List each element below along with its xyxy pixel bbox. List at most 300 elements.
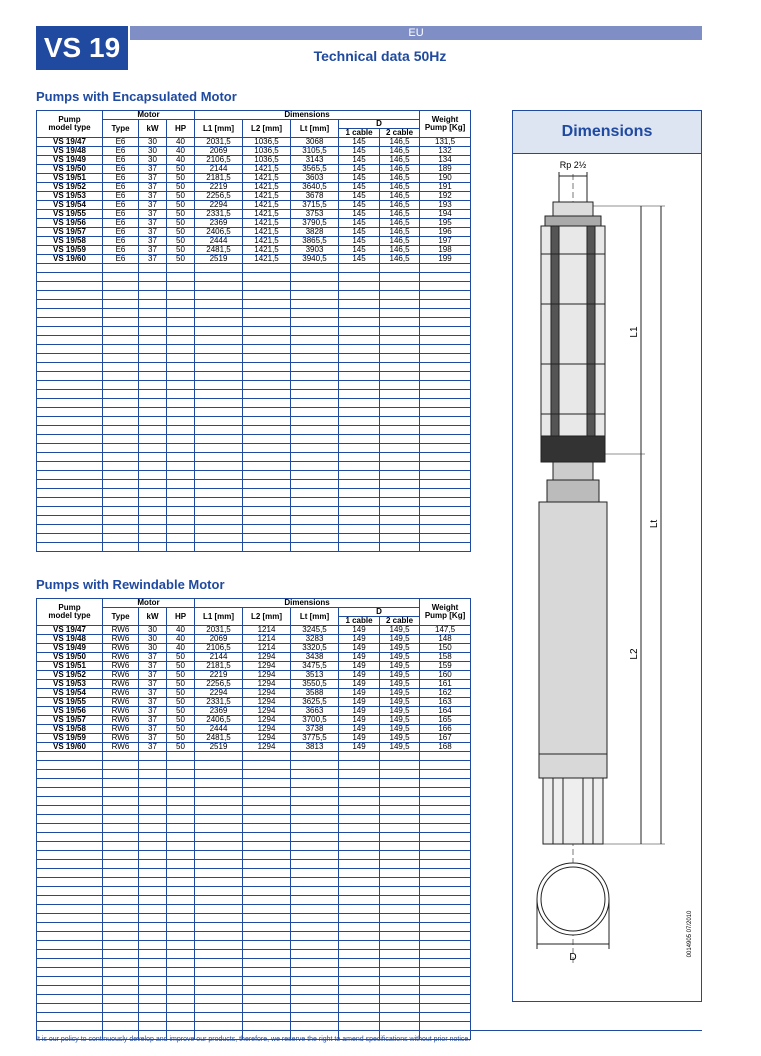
empty-cell	[380, 273, 420, 282]
value-cell: 167	[420, 734, 471, 743]
empty-cell	[380, 833, 420, 842]
value-cell: 149,5	[380, 653, 420, 662]
empty-cell	[167, 761, 195, 770]
value-cell: 37	[139, 192, 167, 201]
value-cell: 145	[339, 201, 380, 210]
empty-cell	[103, 291, 139, 300]
empty-cell	[103, 498, 139, 507]
empty-cell	[139, 923, 167, 932]
table-row	[37, 671, 471, 680]
value-cell: 149,5	[380, 743, 420, 752]
value-cell: 3828	[291, 228, 339, 237]
empty-cell	[103, 923, 139, 932]
value-cell: RW6	[103, 662, 139, 671]
empty-cell	[291, 977, 339, 986]
empty-cell	[380, 300, 420, 309]
empty-cell	[167, 300, 195, 309]
empty-cell	[195, 1013, 243, 1022]
empty-cell	[291, 309, 339, 318]
empty-cell	[103, 444, 139, 453]
model-cell: VS 19/56	[37, 707, 103, 716]
empty-cell	[37, 345, 103, 354]
empty-cell	[103, 878, 139, 887]
empty-cell	[243, 1013, 291, 1022]
model-cell: VS 19/47	[37, 626, 103, 635]
empty-cell	[103, 417, 139, 426]
empty-cell	[195, 842, 243, 851]
value-cell: 3903	[291, 246, 339, 255]
value-cell: 37	[139, 183, 167, 192]
empty-cell	[195, 815, 243, 824]
empty-cell	[103, 489, 139, 498]
empty-cell	[167, 860, 195, 869]
empty-cell	[167, 1004, 195, 1013]
empty-cell	[420, 806, 471, 815]
value-cell: E6	[103, 228, 139, 237]
empty-cell	[37, 986, 103, 995]
empty-cell	[339, 869, 380, 878]
empty-cell	[37, 932, 103, 941]
value-cell: 1421,5	[243, 183, 291, 192]
empty-cell	[380, 408, 420, 417]
empty-cell	[291, 761, 339, 770]
empty-cell	[167, 914, 195, 923]
empty-cell	[195, 282, 243, 291]
empty-cell	[195, 273, 243, 282]
value-cell: 2406,5	[195, 716, 243, 725]
empty-cell	[380, 372, 420, 381]
value-cell: 149,5	[380, 725, 420, 734]
empty-cell	[139, 525, 167, 534]
table-row	[37, 201, 471, 210]
empty-cell	[291, 516, 339, 525]
empty-cell	[167, 480, 195, 489]
empty-cell	[291, 471, 339, 480]
empty-cell	[195, 309, 243, 318]
value-cell: 145	[339, 147, 380, 156]
value-cell: 160	[420, 671, 471, 680]
empty-cell	[167, 534, 195, 543]
value-cell: RW6	[103, 725, 139, 734]
value-cell: 168	[420, 743, 471, 752]
empty-cell	[243, 815, 291, 824]
empty-cell	[291, 878, 339, 887]
value-cell: E6	[103, 237, 139, 246]
empty-cell	[243, 399, 291, 408]
empty-cell	[103, 932, 139, 941]
empty-cell	[139, 959, 167, 968]
value-cell: 2369	[195, 707, 243, 716]
empty-cell	[103, 372, 139, 381]
empty-cell	[291, 390, 339, 399]
empty-row	[37, 480, 471, 489]
empty-cell	[420, 986, 471, 995]
empty-cell	[291, 914, 339, 923]
motor-header: Motor	[103, 599, 195, 608]
type-header: Type	[103, 120, 139, 138]
empty-row	[37, 950, 471, 959]
empty-cell	[380, 923, 420, 932]
value-cell: 145	[339, 228, 380, 237]
empty-cell	[139, 381, 167, 390]
value-cell: 149	[339, 716, 380, 725]
empty-cell	[167, 381, 195, 390]
empty-cell	[243, 372, 291, 381]
empty-row	[37, 453, 471, 462]
value-cell: 3738	[291, 725, 339, 734]
empty-row	[37, 941, 471, 950]
empty-cell	[139, 399, 167, 408]
empty-cell	[380, 264, 420, 273]
encapsulated-section-title: Pumps with Encapsulated Motor	[36, 89, 237, 104]
value-cell: 37	[139, 255, 167, 264]
table-row	[37, 626, 471, 635]
empty-cell	[291, 986, 339, 995]
empty-cell	[380, 381, 420, 390]
empty-cell	[167, 824, 195, 833]
empty-cell	[195, 941, 243, 950]
value-cell: 30	[139, 156, 167, 165]
value-cell: 191	[420, 183, 471, 192]
pump-model-header: Pump model type	[37, 111, 103, 138]
value-cell: 30	[139, 644, 167, 653]
value-cell: 1294	[243, 662, 291, 671]
empty-cell	[139, 507, 167, 516]
value-cell: 149	[339, 707, 380, 716]
empty-cell	[420, 372, 471, 381]
empty-cell	[139, 543, 167, 552]
empty-cell	[37, 525, 103, 534]
value-cell: 145	[339, 192, 380, 201]
empty-cell	[420, 1013, 471, 1022]
empty-cell	[195, 824, 243, 833]
empty-cell	[139, 842, 167, 851]
empty-cell	[195, 417, 243, 426]
empty-cell	[37, 291, 103, 300]
empty-cell	[243, 444, 291, 453]
empty-cell	[139, 282, 167, 291]
model-cell: VS 19/52	[37, 671, 103, 680]
value-cell: 40	[167, 635, 195, 644]
empty-cell	[380, 534, 420, 543]
empty-cell	[195, 797, 243, 806]
empty-cell	[37, 435, 103, 444]
empty-cell	[380, 968, 420, 977]
empty-cell	[243, 887, 291, 896]
empty-cell	[139, 435, 167, 444]
empty-cell	[339, 282, 380, 291]
value-cell: 30	[139, 635, 167, 644]
empty-cell	[167, 435, 195, 444]
value-cell: E6	[103, 174, 139, 183]
empty-cell	[167, 1013, 195, 1022]
table-row	[37, 237, 471, 246]
value-cell: 3663	[291, 707, 339, 716]
empty-row	[37, 273, 471, 282]
empty-row	[37, 842, 471, 851]
value-cell: 37	[139, 698, 167, 707]
empty-row	[37, 327, 471, 336]
value-cell: 3245,5	[291, 626, 339, 635]
value-cell: RW6	[103, 689, 139, 698]
empty-cell	[37, 489, 103, 498]
value-cell: 131,5	[420, 138, 471, 147]
empty-cell	[420, 923, 471, 932]
empty-cell	[37, 426, 103, 435]
value-cell: 2481,5	[195, 246, 243, 255]
empty-cell	[167, 851, 195, 860]
empty-cell	[420, 507, 471, 516]
empty-row	[37, 851, 471, 860]
empty-cell	[339, 905, 380, 914]
empty-cell	[380, 516, 420, 525]
empty-cell	[420, 516, 471, 525]
value-cell: 149,5	[380, 707, 420, 716]
model-logo: VS 19	[36, 26, 128, 70]
empty-cell	[291, 453, 339, 462]
empty-cell	[243, 462, 291, 471]
empty-cell	[139, 815, 167, 824]
empty-cell	[291, 462, 339, 471]
empty-cell	[195, 950, 243, 959]
empty-cell	[195, 932, 243, 941]
empty-cell	[420, 905, 471, 914]
empty-row	[37, 390, 471, 399]
empty-cell	[291, 995, 339, 1004]
empty-cell	[139, 905, 167, 914]
empty-cell	[243, 923, 291, 932]
empty-cell	[339, 806, 380, 815]
value-cell: 2181,5	[195, 174, 243, 183]
empty-cell	[339, 932, 380, 941]
model-cell: VS 19/49	[37, 644, 103, 653]
empty-cell	[339, 309, 380, 318]
table-row	[37, 653, 471, 662]
value-cell: 192	[420, 192, 471, 201]
encapsulated-table	[36, 110, 471, 552]
empty-cell	[103, 914, 139, 923]
value-cell: 1294	[243, 725, 291, 734]
empty-cell	[37, 273, 103, 282]
empty-cell	[195, 543, 243, 552]
table-row	[37, 662, 471, 671]
value-cell: RW6	[103, 680, 139, 689]
empty-cell	[420, 399, 471, 408]
empty-cell	[167, 878, 195, 887]
empty-cell	[103, 435, 139, 444]
empty-row	[37, 761, 471, 770]
value-cell: 1294	[243, 680, 291, 689]
weight-header: Weight Pump [Kg]	[420, 111, 471, 138]
empty-cell	[195, 300, 243, 309]
empty-cell	[37, 390, 103, 399]
model-cell: VS 19/57	[37, 716, 103, 725]
empty-cell	[139, 453, 167, 462]
empty-cell	[420, 959, 471, 968]
value-cell: 37	[139, 734, 167, 743]
empty-cell	[339, 941, 380, 950]
empty-cell	[103, 788, 139, 797]
empty-row	[37, 806, 471, 815]
empty-cell	[167, 887, 195, 896]
empty-cell	[380, 887, 420, 896]
table-row	[37, 680, 471, 689]
empty-cell	[420, 525, 471, 534]
model-cell: VS 19/58	[37, 237, 103, 246]
empty-cell	[139, 309, 167, 318]
empty-cell	[380, 435, 420, 444]
value-cell: 165	[420, 716, 471, 725]
empty-cell	[420, 273, 471, 282]
table-row	[37, 219, 471, 228]
value-cell: RW6	[103, 635, 139, 644]
value-cell: 159	[420, 662, 471, 671]
value-cell: 163	[420, 698, 471, 707]
empty-cell	[420, 896, 471, 905]
empty-cell	[291, 417, 339, 426]
empty-cell	[139, 462, 167, 471]
empty-cell	[167, 770, 195, 779]
empty-cell	[420, 752, 471, 761]
empty-cell	[167, 977, 195, 986]
value-cell: 1421,5	[243, 246, 291, 255]
empty-cell	[420, 950, 471, 959]
empty-cell	[243, 381, 291, 390]
table-row	[37, 174, 471, 183]
value-cell: 37	[139, 174, 167, 183]
value-cell: 149,5	[380, 644, 420, 653]
empty-cell	[195, 327, 243, 336]
cable2-header: 2 cable	[380, 617, 420, 626]
model-cell: VS 19/54	[37, 689, 103, 698]
empty-cell	[37, 878, 103, 887]
empty-cell	[291, 806, 339, 815]
model-cell: VS 19/57	[37, 228, 103, 237]
value-cell: 2331,5	[195, 210, 243, 219]
empty-cell	[420, 761, 471, 770]
empty-cell	[291, 815, 339, 824]
empty-cell	[167, 462, 195, 471]
empty-cell	[243, 779, 291, 788]
value-cell: 3320,5	[291, 644, 339, 653]
empty-cell	[167, 444, 195, 453]
empty-cell	[420, 543, 471, 552]
empty-cell	[103, 1013, 139, 1022]
empty-cell	[339, 968, 380, 977]
empty-cell	[420, 995, 471, 1004]
footer-divider	[36, 1030, 702, 1031]
empty-cell	[243, 273, 291, 282]
empty-cell	[139, 968, 167, 977]
value-cell: 2106,5	[195, 156, 243, 165]
empty-cell	[243, 833, 291, 842]
value-cell: 3068	[291, 138, 339, 147]
empty-cell	[420, 345, 471, 354]
empty-cell	[139, 833, 167, 842]
empty-cell	[339, 914, 380, 923]
empty-cell	[37, 480, 103, 489]
empty-cell	[139, 1004, 167, 1013]
empty-row	[37, 372, 471, 381]
empty-cell	[420, 462, 471, 471]
empty-cell	[37, 381, 103, 390]
empty-cell	[103, 842, 139, 851]
empty-row	[37, 435, 471, 444]
empty-cell	[339, 797, 380, 806]
empty-cell	[37, 851, 103, 860]
empty-cell	[37, 327, 103, 336]
value-cell: 149	[339, 662, 380, 671]
empty-cell	[195, 471, 243, 480]
empty-cell	[139, 779, 167, 788]
empty-cell	[195, 869, 243, 878]
model-cell: VS 19/49	[37, 156, 103, 165]
empty-row	[37, 797, 471, 806]
cable1-header: 1 cable	[339, 617, 380, 626]
empty-cell	[291, 950, 339, 959]
empty-cell	[243, 498, 291, 507]
empty-cell	[167, 923, 195, 932]
table-row	[37, 743, 471, 752]
empty-row	[37, 507, 471, 516]
empty-cell	[167, 779, 195, 788]
empty-cell	[167, 426, 195, 435]
empty-cell	[195, 851, 243, 860]
model-cell: VS 19/50	[37, 165, 103, 174]
empty-cell	[37, 318, 103, 327]
empty-cell	[243, 851, 291, 860]
empty-cell	[243, 516, 291, 525]
empty-cell	[167, 336, 195, 345]
empty-cell	[167, 390, 195, 399]
value-cell: E6	[103, 255, 139, 264]
value-cell: 146,5	[380, 165, 420, 174]
value-cell: 50	[167, 734, 195, 743]
empty-cell	[380, 318, 420, 327]
empty-cell	[167, 968, 195, 977]
value-cell: 149	[339, 626, 380, 635]
empty-row	[37, 471, 471, 480]
value-cell: 50	[167, 165, 195, 174]
empty-cell	[380, 336, 420, 345]
empty-cell	[139, 264, 167, 273]
empty-cell	[243, 977, 291, 986]
value-cell: 148	[420, 635, 471, 644]
empty-cell	[167, 453, 195, 462]
empty-cell	[380, 453, 420, 462]
empty-cell	[380, 489, 420, 498]
empty-cell	[420, 968, 471, 977]
empty-cell	[139, 995, 167, 1004]
value-cell: 146,5	[380, 192, 420, 201]
empty-cell	[139, 417, 167, 426]
value-cell: 50	[167, 662, 195, 671]
value-cell: 1421,5	[243, 210, 291, 219]
empty-cell	[339, 525, 380, 534]
rewindable-section-title: Pumps with Rewindable Motor	[36, 577, 225, 592]
empty-cell	[420, 435, 471, 444]
empty-cell	[420, 480, 471, 489]
empty-row	[37, 905, 471, 914]
empty-cell	[420, 797, 471, 806]
value-cell: 1036,5	[243, 147, 291, 156]
empty-cell	[420, 426, 471, 435]
value-cell: 134	[420, 156, 471, 165]
empty-cell	[195, 489, 243, 498]
value-cell: 145	[339, 210, 380, 219]
empty-cell	[37, 300, 103, 309]
value-cell: 37	[139, 725, 167, 734]
